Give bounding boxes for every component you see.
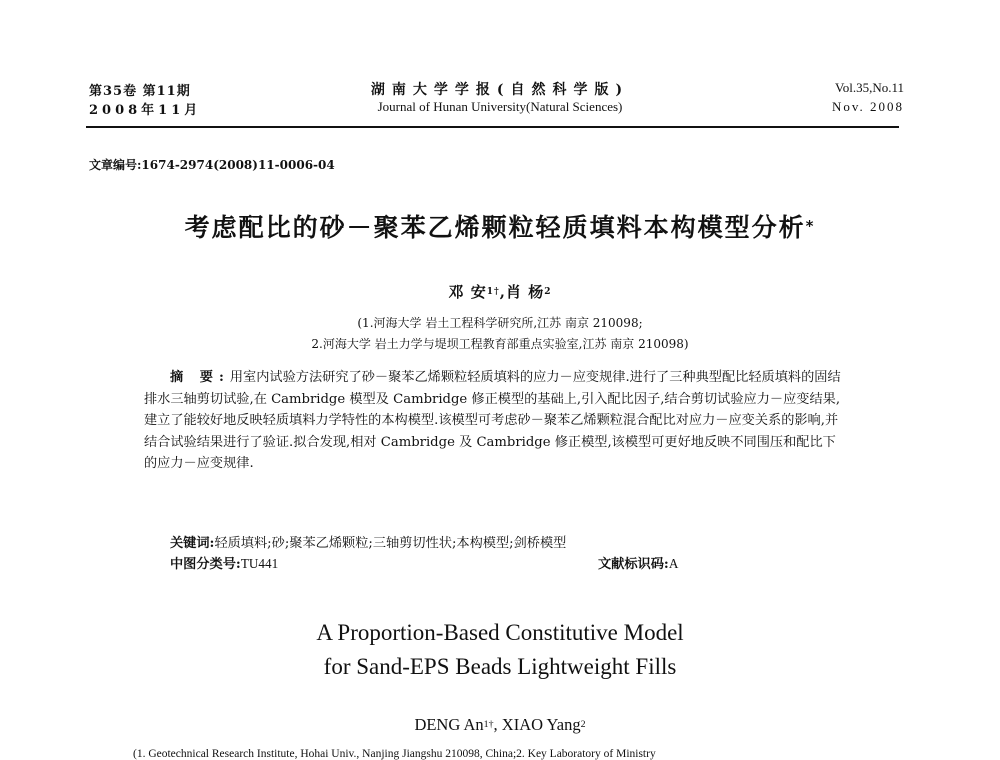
header-rule <box>86 126 899 128</box>
authors-en <box>0 715 1000 735</box>
affiliation-en: (1. Geotechnical Research Institute, Hohai Univ., Nanjing Jiangshu 210098, China;2. Key Laboratory of Ministry <box>133 748 656 760</box>
affiliation-cn-1: (1.河海大学 岩土工程科学研究所,江苏 南京 210098; <box>357 316 643 330</box>
title-en-line-2: for Sand-EPS Beads Lightweight Fills <box>323 654 677 679</box>
clc-value: TU441 <box>240 556 279 571</box>
keywords-text: 轻质填料;砂;聚苯乙烯颗粒;三轴剪切性状;本构模型;剑桥模型 <box>214 536 567 551</box>
volume-issue: 第35卷 第11期 <box>89 84 191 99</box>
journal-name-en: Journal of Hunan University(Natural Sciences) <box>377 99 623 114</box>
title-en-line-1: A Proportion-Based Constitutive Model <box>316 620 684 645</box>
publication-date-en: Nov. 2008 <box>831 99 904 114</box>
title-cn-text: 考虑配比的砂－聚苯乙烯颗粒轻质填料本构模型分析 <box>184 213 806 242</box>
keywords-label: 关键词: <box>170 536 215 551</box>
author-2-cn: 肖 杨 <box>505 283 545 301</box>
keywords-cn <box>170 532 566 551</box>
publication-date-cn: 2008年11月 <box>89 103 202 118</box>
author-2-en-sup: 2 <box>580 718 586 730</box>
volume-issue-en: Vol.35,No.11 <box>835 80 904 95</box>
author-separator-en: , <box>493 715 502 734</box>
document-code-value: A <box>668 556 679 571</box>
author-1-en: DENG An <box>414 715 484 734</box>
title-footnote-mark: * <box>805 216 816 235</box>
author-2-cn-sup: 2 <box>544 286 552 297</box>
clc-label: 中图分类号: <box>170 557 241 572</box>
article-number: 文章编号:1674-2974(2008)11-0006-04 <box>89 158 335 172</box>
author-1-cn-sup: 1† <box>486 286 500 297</box>
abstract-cn <box>144 367 844 475</box>
author-1-cn: 邓 安 <box>448 283 487 301</box>
affiliation-cn-2: 2.河海大学 岩土力学与堤坝工程教育部重点实验室,江苏 南京 210098) <box>311 337 689 351</box>
author-1-en-sup: 1† <box>483 718 494 730</box>
journal-name-cn: 湖南大学学报(自然科学版) <box>370 82 630 98</box>
title-cn <box>0 208 1000 244</box>
document-code-label: 文献标识码: <box>598 557 669 572</box>
abstract-text: 用室内试验方法研究了砂－聚苯乙烯颗粒轻质填料的应力－应变规律.进行了三种典型配比轻质填料的固结排水三轴剪切试验,在 Cambridge 模型及 Cambridge 修正模型的基础上,引入配比因子,结合剪切试验应力－应变结果,建立了能较好地反映轻质填料力学特性的本构模型.该模型可考虑砂－聚苯乙烯颗粒混合配比对应力－应变关系的影响,并结合试验结果进行了验证.拟合发现,相对 Cambridge 及 Cambridge 修正模型,该模型可更好地反映不同围压和配比下的应力－应变规律. <box>144 370 841 471</box>
author-2-en: XIAO Yang <box>501 715 581 734</box>
authors-cn <box>0 281 1000 302</box>
clc-number <box>170 553 278 572</box>
document-code <box>598 553 678 572</box>
abstract-label: 摘 要: <box>170 370 230 385</box>
author-separator-cn: , <box>499 283 506 301</box>
